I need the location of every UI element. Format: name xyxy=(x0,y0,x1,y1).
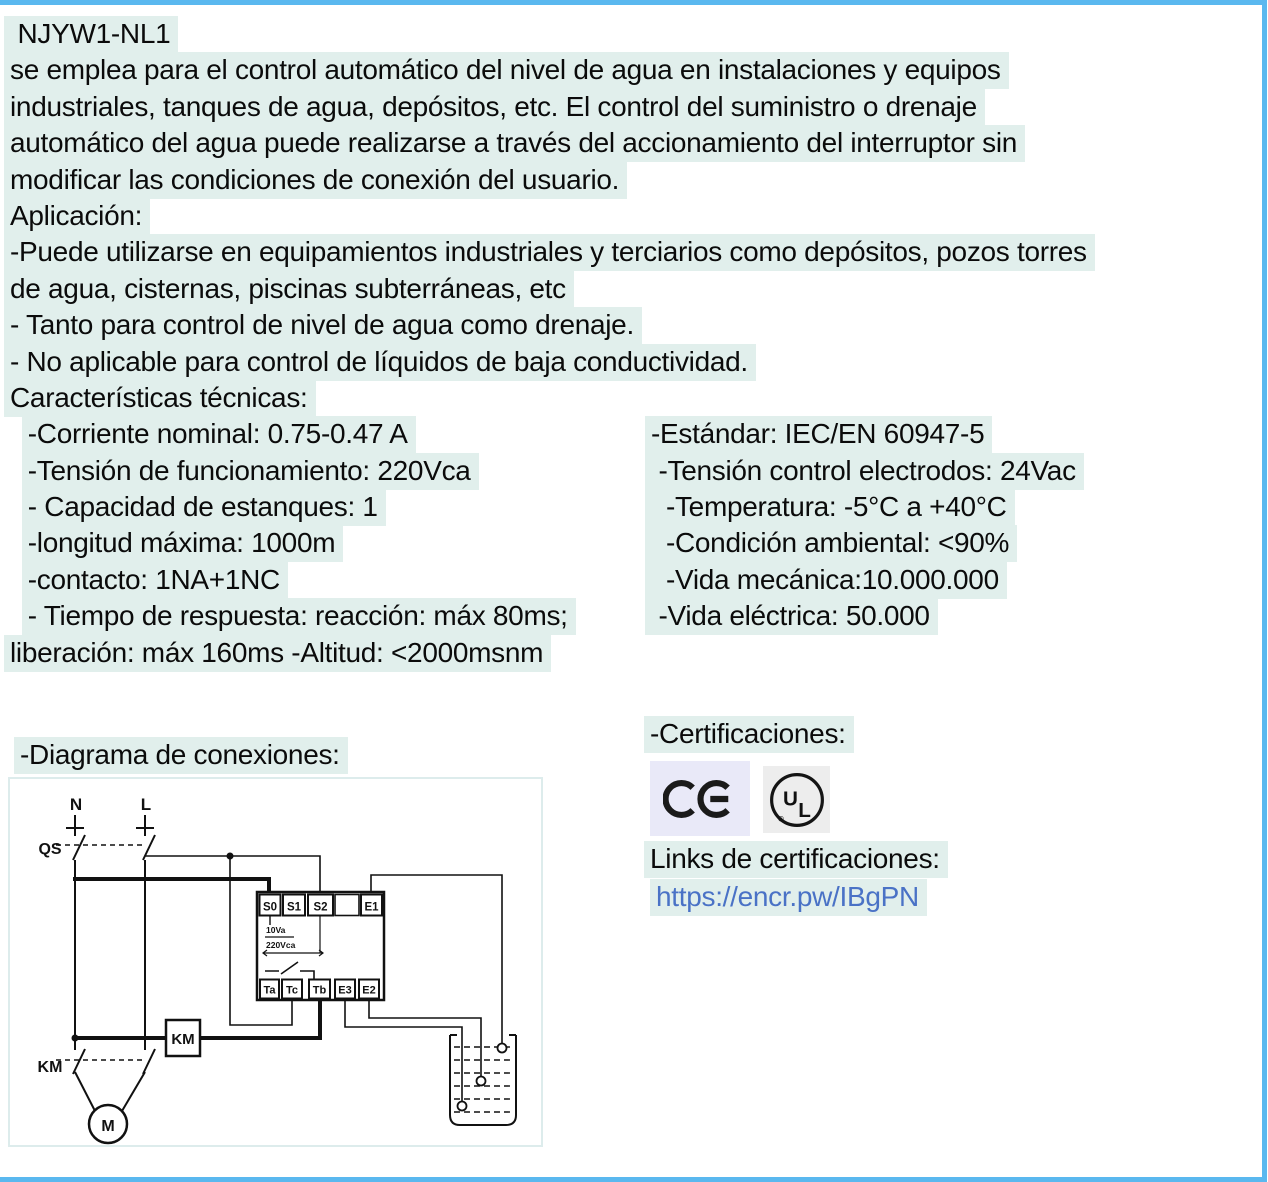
ce-mark-icon xyxy=(650,761,750,836)
ul-registered-mark: ® xyxy=(777,814,784,824)
certifications-heading: -Certificaciones: xyxy=(644,716,854,753)
spec-row xyxy=(4,416,1264,452)
spec-row xyxy=(4,525,1264,561)
spec-tail-line: liberación: máx 160ms -Altitud: <2000msnm xyxy=(4,635,551,672)
terminal-e3: E3 xyxy=(338,984,352,997)
spec-left: - Capacidad de estanques: 1 xyxy=(22,489,386,526)
km-coil-label: KM xyxy=(171,1031,195,1048)
intro-line: modificar las condiciones de conexión del usuario. xyxy=(4,162,627,199)
terminal-tb: Tb xyxy=(312,984,327,997)
spec-left: -Tensión de funcionamiento: 220Vca xyxy=(22,453,479,490)
motor-label: M xyxy=(101,1118,115,1135)
tech-specs-heading: Características técnicas: xyxy=(4,380,316,417)
terminal-e2: E2 xyxy=(362,984,376,997)
diagram-n-label: N xyxy=(69,795,83,814)
spec-right: -Tensión control electrodos: 24Vac xyxy=(645,453,1084,490)
intro-line: automático del agua puede realizarse a través del accionamiento del interruptor sin xyxy=(4,125,1025,162)
spec-right: -Vida mecánica:10.000.000 xyxy=(645,562,1007,599)
description-text-block xyxy=(4,16,1264,671)
transformer-secondary-label: 10Va xyxy=(266,925,286,935)
application-heading: Aplicación: xyxy=(4,198,150,235)
km-contact-label: KM xyxy=(37,1059,63,1076)
terminal-tc: Tc xyxy=(285,984,299,997)
spec-left: -contacto: 1NA+1NC xyxy=(22,562,288,599)
application-line: - Tanto para control de nivel de agua como drenaje. xyxy=(4,307,642,344)
spec-row xyxy=(4,562,1264,598)
application-line: de agua, cisternas, piscinas subterráneas, etc xyxy=(4,271,574,308)
intro-line: se emplea para el control automático del nivel de agua en instalaciones y equipos xyxy=(4,52,1009,89)
spec-row xyxy=(4,489,1264,525)
spec-left: -Corriente nominal: 0.75-0.47 A xyxy=(22,416,416,453)
diagram-heading: -Diagrama de conexiones: xyxy=(14,737,348,774)
cert-links-label: Links de certificaciones: xyxy=(644,841,948,878)
product-title: NJYW1-NL1 xyxy=(4,16,178,53)
spec-row xyxy=(4,453,1264,489)
terminal-s1: S1 xyxy=(286,901,302,914)
spec-right: -Estándar: IEC/EN 60947-5 xyxy=(645,416,992,453)
terminal-ta: Ta xyxy=(263,984,276,997)
transformer-primary-label: 220Vca xyxy=(266,940,296,950)
terminal-e1: E1 xyxy=(364,901,379,914)
ul-letter-l: L xyxy=(797,798,811,822)
spec-left: - Tiempo de respuesta: reacción: máx 80ms; xyxy=(22,598,576,635)
spec-right: -Condición ambiental: <90% xyxy=(645,525,1017,562)
diagram-l-label: L xyxy=(140,795,152,814)
spec-right: -Vida eléctrica: 50.000 xyxy=(645,598,938,635)
application-line: -Puede utilizarse en equipamientos industriales y terciarios como depósitos, pozos torres xyxy=(4,234,1095,271)
spec-right: -Temperatura: -5°C a +40°C xyxy=(645,489,1015,526)
spec-left: -longitud máxima: 1000m xyxy=(22,525,343,562)
application-line: - No aplicable para control de líquidos de baja conductividad. xyxy=(4,344,756,381)
diagram-qs-label: QS xyxy=(38,841,62,858)
intro-line: industriales, tanques de agua, depósitos, etc. El control del suministro o drenaje xyxy=(4,89,985,126)
spec-row xyxy=(4,598,1264,634)
ul-mark-icon xyxy=(763,766,830,833)
terminal-s0: S0 xyxy=(262,901,278,914)
terminal-s2: S2 xyxy=(313,901,328,914)
certification-link[interactable]: https://encr.pw/IBgPN xyxy=(650,879,927,916)
connection-diagram xyxy=(8,777,543,1147)
ul-letter-u: U xyxy=(782,787,798,811)
